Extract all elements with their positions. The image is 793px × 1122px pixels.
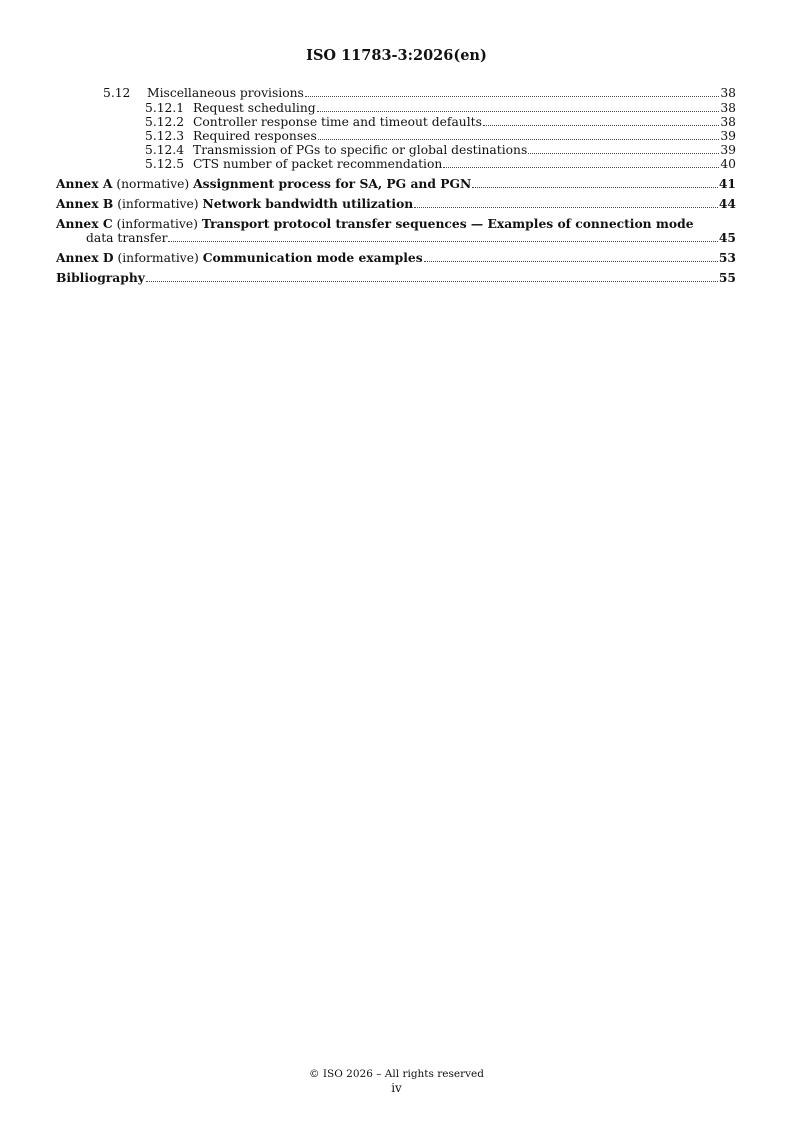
toc-page: 55 — [718, 270, 736, 285]
toc-page: 38 — [720, 86, 736, 100]
table-of-contents — [56, 86, 736, 285]
annex-letter: Annex B — [56, 196, 114, 211]
toc-page: 53 — [718, 250, 736, 265]
annex-type: (informative) — [117, 251, 199, 265]
toc-number: 5.12 — [103, 86, 131, 100]
dot-leader — [317, 111, 720, 112]
toc-title: Controller response time and timeout defaults — [193, 115, 482, 129]
annex-first-line — [56, 217, 736, 231]
toc-page: 41 — [718, 176, 736, 191]
annex-title: Network bandwidth utilization — [202, 196, 414, 211]
toc-entry-5-12-1[interactable] — [56, 101, 736, 115]
toc-entry-5-12-4[interactable] — [56, 143, 736, 157]
document-header: ISO 11783-3:2026(en) — [306, 47, 487, 64]
annex-label — [56, 251, 203, 265]
toc-entry-annex-b[interactable] — [56, 197, 736, 211]
toc-page: 39 — [720, 143, 736, 157]
annex-title-cont: data transfer — [86, 231, 168, 245]
annex-letter: Annex A — [56, 176, 113, 191]
toc-title: Miscellaneous provisions — [147, 86, 304, 100]
toc-page: 39 — [720, 129, 736, 143]
annex-label — [56, 177, 193, 191]
dot-leader — [305, 96, 719, 97]
toc-entry-annex-c[interactable] — [56, 217, 736, 245]
toc-entry-5-12-2[interactable] — [56, 115, 736, 129]
dot-leader — [414, 207, 718, 208]
page-number: iv — [391, 1081, 402, 1095]
copyright-notice: © ISO 2026 – All rights reserved — [309, 1068, 484, 1080]
toc-number: 5.12.3 — [145, 129, 185, 143]
toc-title: Transmission of PGs to specific or global destinations — [193, 143, 528, 157]
dot-leader — [146, 281, 718, 282]
annex-continuation — [56, 231, 736, 245]
annex-type: (normative) — [116, 177, 190, 191]
toc-number: 5.12.5 — [145, 157, 185, 171]
annex-letter: Annex C — [56, 216, 113, 231]
annex-type: (informative) — [116, 217, 198, 231]
toc-entry-5-12[interactable] — [56, 86, 736, 100]
toc-entry-annex-a[interactable] — [56, 177, 736, 191]
annex-type: (informative) — [117, 197, 199, 211]
annex-label — [56, 197, 202, 211]
toc-number: 5.12.2 — [145, 115, 185, 129]
toc-title: CTS number of packet recommendation — [193, 157, 443, 171]
toc-number: 5.12.4 — [145, 143, 185, 157]
dot-leader — [483, 125, 719, 126]
toc-entry-5-12-5[interactable] — [56, 157, 736, 171]
annex-letter: Annex D — [56, 250, 114, 265]
bibliography-title: Bibliography — [56, 270, 145, 285]
dot-leader — [424, 261, 718, 262]
toc-page: 45 — [718, 230, 736, 245]
dot-leader — [528, 153, 719, 154]
toc-page: 38 — [720, 115, 736, 129]
annex-title: Transport protocol transfer sequences — Examples of connection mode — [201, 216, 694, 231]
annex-title: Assignment process for SA, PG and PGN — [193, 176, 472, 191]
toc-page: 38 — [720, 101, 736, 115]
dot-leader — [443, 167, 719, 168]
document-footer — [0, 1067, 793, 1095]
toc-page: 40 — [720, 157, 736, 171]
toc-title: Required responses — [193, 129, 317, 143]
toc-title: Request scheduling — [193, 101, 316, 115]
dot-leader — [168, 241, 717, 242]
toc-entry-bibliography[interactable] — [56, 271, 736, 285]
dot-leader — [318, 139, 720, 140]
annex-title: Communication mode examples — [202, 250, 423, 265]
toc-entry-annex-d[interactable] — [56, 251, 736, 265]
toc-entry-5-12-3[interactable] — [56, 129, 736, 143]
toc-number: 5.12.1 — [145, 101, 185, 115]
toc-page: 44 — [718, 196, 736, 211]
dot-leader — [472, 187, 718, 188]
